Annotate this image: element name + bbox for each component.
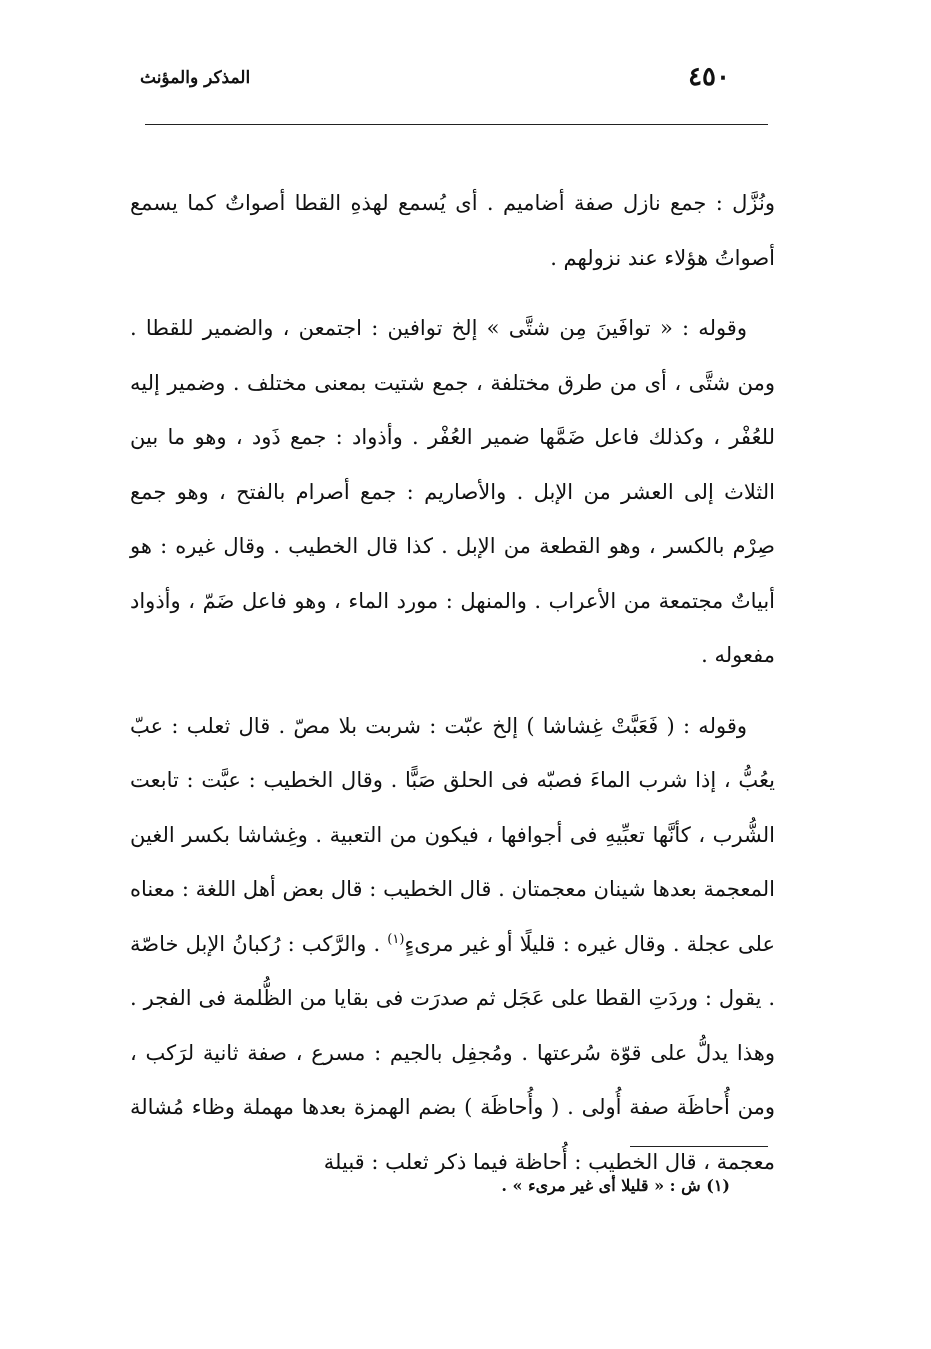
running-title: المذكر والمؤنث xyxy=(140,68,251,88)
page-number: ٤٥٠ xyxy=(688,62,730,92)
footnote-rule xyxy=(630,1146,768,1147)
main-text xyxy=(130,176,775,1205)
footnote: (١) ش : « قليلا أى غير مرىء » . xyxy=(501,1176,730,1195)
paragraph-3-head: وقوله : ( فَعَبَّتْ غِشاشا ) إلخ عبّت : شربت بلا مصّ . قال ثعلب : عبّ يعُبُّ ، إذا شرب الماءَ فصبّه فى الحلق صَبًّا . وقال الخطيب : عبَّت : تابعت الشُّرب ، كأنَّها تعبِّيهِ فى أجوافها ، فيكون من التعبية . وغِشاشا بكسر الغين المعجمة بعدها شينان معجمتان . قال الخطيب : قال بعض أهل اللغة : معناه على عجلة . وقال غيره : قليلًا أو غير مرىءٍ xyxy=(130,713,775,956)
footnote-marker[interactable]: (١) xyxy=(387,931,405,947)
paragraph-1: ونُزَّل : جمع نازل صفة أضاميم . أى يُسمع لهذهِ القطا أصواتٌ كما يسمع أصواتُ هؤلاء عند نزولهم . xyxy=(130,191,775,270)
page-header xyxy=(140,62,770,102)
header-rule xyxy=(145,124,768,125)
paragraph-3 xyxy=(130,699,775,1190)
paragraph-3-tail: . والرَّكب : رُكبانُ الإبل خاصّة . يقول : وردَتِ القطا على عَجَل ثم صدرَت فى بقايا من الظُّلمة فى الفجر . وهذا يدلُّ على قوّة سُرعتها . ومُجفِل بالجيم : مسرع ، صفة ثانية لرَكب ، ومن أُحاظَة صفة أُولى . ( وأُحاظَة ) بضم الهمزة بعدها مهملة وظاء مُشالة معجمة ، قال الخطيب : أُحاظة فيما ذكر ثعلب : قبيلة xyxy=(130,931,775,1174)
paragraph-2: وقوله : « توافَينَ مِن شتَّى » إلخ توافين : اجتمعن ، والضمير للقطا . ومن شتَّى ، أى من طرق مختلفة ، جمع شتيت بمعنى مختلف . وضمير إليه للعُفْر ، وكذلك فاعل ضَمَّها ضمير العُفْر . وأذواد : جمع ذَود ، وهو ما بين الثلاث إلى العشر من الإبل . والأصاريم : جمع أصرام بالفتح ، وهو جمع صِرْم بالكسر ، وهو القطعة من الإبل . كذا قال الخطيب . وقال غيره : هو أبياتٌ مجتمعة من الأعراب . والمنهل : مورد الماء ، وهو فاعل ضَمّ ، وأذواد مفعوله . xyxy=(130,316,775,667)
